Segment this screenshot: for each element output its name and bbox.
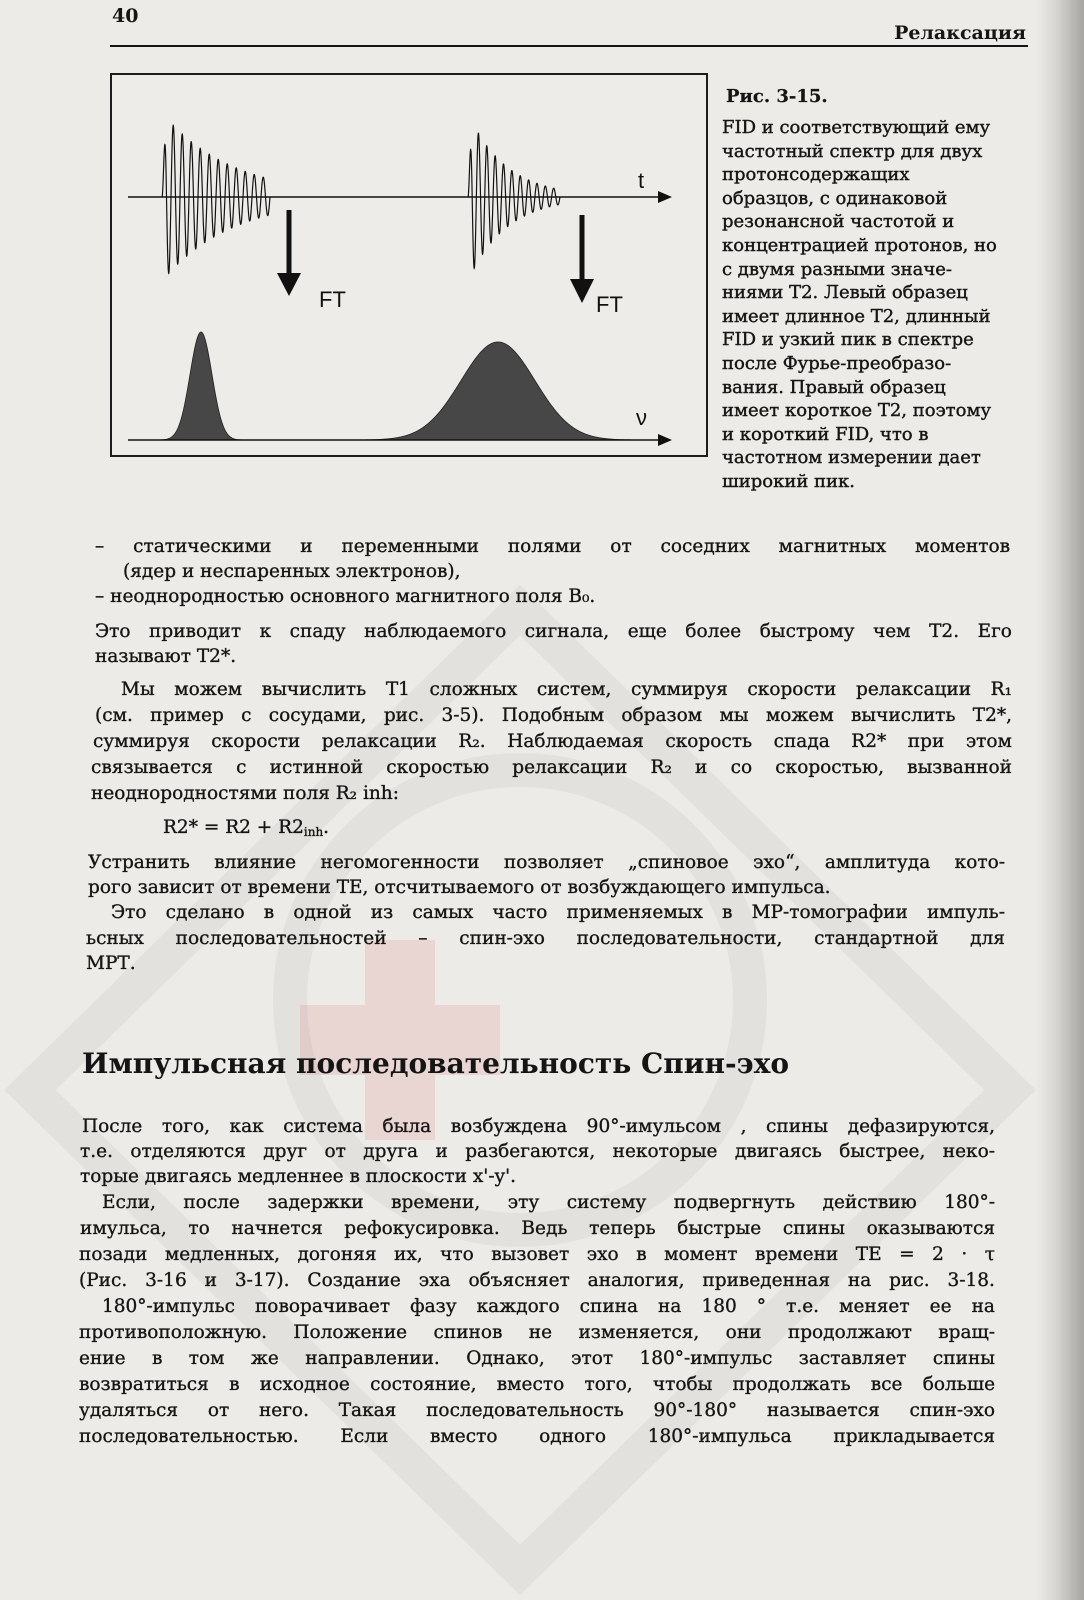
body-text-line: Это приводит к спаду наблюдаемого сигнала, еще более быстрому чем T2. Его	[95, 621, 1012, 642]
section-text-line: противоположную. Положение спинов не изменяется, они продолжают вращ-	[79, 1322, 995, 1343]
time-axis-arrowhead	[658, 191, 672, 203]
caption-line: частотном измерении дает	[722, 447, 981, 468]
header-rule	[110, 45, 1028, 47]
section-text-line: торые двигаясь медленнее в плоскости x'-y'.	[80, 1166, 517, 1187]
section-text-line: т.е. отделяются друг от друга и разбегаются, некоторые двигаясь быстрее, неко-	[80, 1141, 995, 1162]
ft-label-left: FT	[319, 287, 346, 312]
section-text-line: имульса, то начнется рефокусировка. Ведь теперь быстрые спины оказываются	[80, 1218, 996, 1239]
caption-line: вания. Правый образец	[722, 377, 946, 398]
body-text-line: МРТ.	[86, 953, 136, 974]
caption-line: частотный спектр для двух	[722, 141, 983, 162]
section-text-line: Если, после задержки времени, эту систему подвергнуть действию 180°-	[102, 1192, 996, 1213]
caption-line: образцов, с одинаковой	[722, 188, 948, 209]
frequency-axis-label: ν	[636, 405, 647, 430]
section-text-line: возвратиться в исходное состояние, вместо того, чтобы продолжать все больше	[79, 1374, 996, 1395]
caption-line: концентрацией протонов, но	[722, 235, 997, 256]
ft-label-right: FT	[596, 292, 623, 317]
caption-line: FID и узкий пик в спектре	[722, 329, 974, 350]
figure-drawing	[112, 75, 706, 455]
body-text-line: связывается с истинной скоростью релаксации R₂ и со скоростью, вызванной	[91, 757, 1012, 778]
frequency-axis-arrowhead	[658, 434, 672, 446]
caption-line: и короткий FID, что в	[722, 424, 929, 445]
formula	[163, 816, 329, 844]
running-title: Релаксация	[894, 22, 1026, 44]
caption-line: ниями T2. Левый образец	[722, 282, 968, 303]
caption-line: с двумя разными значе-	[722, 259, 952, 280]
fid-short-t2	[468, 133, 560, 268]
caption-line: имеет длинное T2, длинный	[722, 306, 991, 327]
time-axis-label: t	[638, 168, 645, 193]
spectrum-peak-narrow	[157, 332, 245, 440]
section-text-line: 180°-импульс поворачивает фазу каждого спина на 180 ° т.е. меняет ее на	[102, 1296, 995, 1317]
body-text-line: Устранить влияние негомогенности позволяет „спиновое эхо“, амплитуда кото-	[88, 852, 1005, 873]
section-text-line: позади медленных, догоняя их, что вызовет эхо в момент времени TE = 2 · τ	[79, 1244, 996, 1265]
body-text-line: неоднородностями поля R₂ inh:	[91, 783, 399, 804]
body-text-line: рого зависит от времени TE, отсчитываемого от возбуждающего импульса.	[88, 877, 831, 898]
body-text-line: называют T2*.	[95, 646, 237, 667]
page-edge-shadow	[1036, 0, 1084, 1600]
fid-long-t2	[162, 125, 270, 273]
body-text-line: ьсных последовательностей – спин-эхо последовательности, стандартной для	[86, 928, 1005, 949]
caption-title: Рис. 3-15.	[726, 86, 828, 107]
section-text-line: удаляться от него. Такая последовательность 90°-180° называется спин-эхо	[79, 1400, 996, 1421]
caption-line: широкий пик.	[722, 471, 856, 492]
body-text-line: (см. пример с сосудами, рис. 3-5). Подобным образом мы можем вычислить T2*,	[95, 705, 1012, 726]
section-text-line: последовательностью. Если вместо одного 180°-импульса прикладывается	[79, 1426, 995, 1447]
caption-line: после Фурье-преобразо-	[722, 353, 952, 374]
body-text-line: Мы можем вычислить T1 сложных систем, суммируя скорости релаксации R₁	[121, 679, 1013, 700]
body-text-line: (ядер и неспаренных электронов),	[123, 561, 461, 582]
body-text-line: – неоднородностью основного магнитного поля B₀.	[95, 586, 596, 607]
caption-line: FID и соответствующий ему	[722, 117, 991, 138]
spectrum-peak-broad	[350, 342, 646, 440]
page-number: 40	[112, 5, 139, 27]
section-text-line: ение в том же направлении. Однако, этот 180°-импульс заставляет спины	[79, 1348, 996, 1369]
body-text-line: суммируя скорости релаксации R₂. Наблюдаемая скорость спада R2* при этом	[93, 731, 1012, 752]
formula-main: R2* = R2 + R2	[163, 817, 304, 838]
caption-line: резонансной частотой и	[722, 211, 955, 232]
formula-subscript: inh	[303, 825, 324, 839]
ft-arrow-right	[570, 215, 594, 303]
section-text-line: После того, как система была возбуждена 90°-имульсом , спины дефазируются,	[82, 1116, 995, 1137]
figure-box	[110, 73, 708, 457]
caption-line: протонсодержащих	[722, 164, 910, 185]
ft-arrow-left	[277, 210, 301, 296]
body-text-line: – статическими и переменными полями от соседних магнитных моментов	[95, 536, 1010, 557]
section-heading: Импульсная последовательность Спин-эхо	[82, 1047, 790, 1080]
formula-end: .	[323, 817, 330, 838]
section-text-line: (Рис. 3-16 и 3-17). Создание эха объясняет аналогия, приведенная на рис. 3-18.	[79, 1270, 995, 1291]
caption-line: имеет короткое T2, поэтому	[722, 400, 992, 421]
body-text-line: Это сделано в одной из самых часто применяемых в МР-томографии импуль-	[111, 902, 1005, 923]
